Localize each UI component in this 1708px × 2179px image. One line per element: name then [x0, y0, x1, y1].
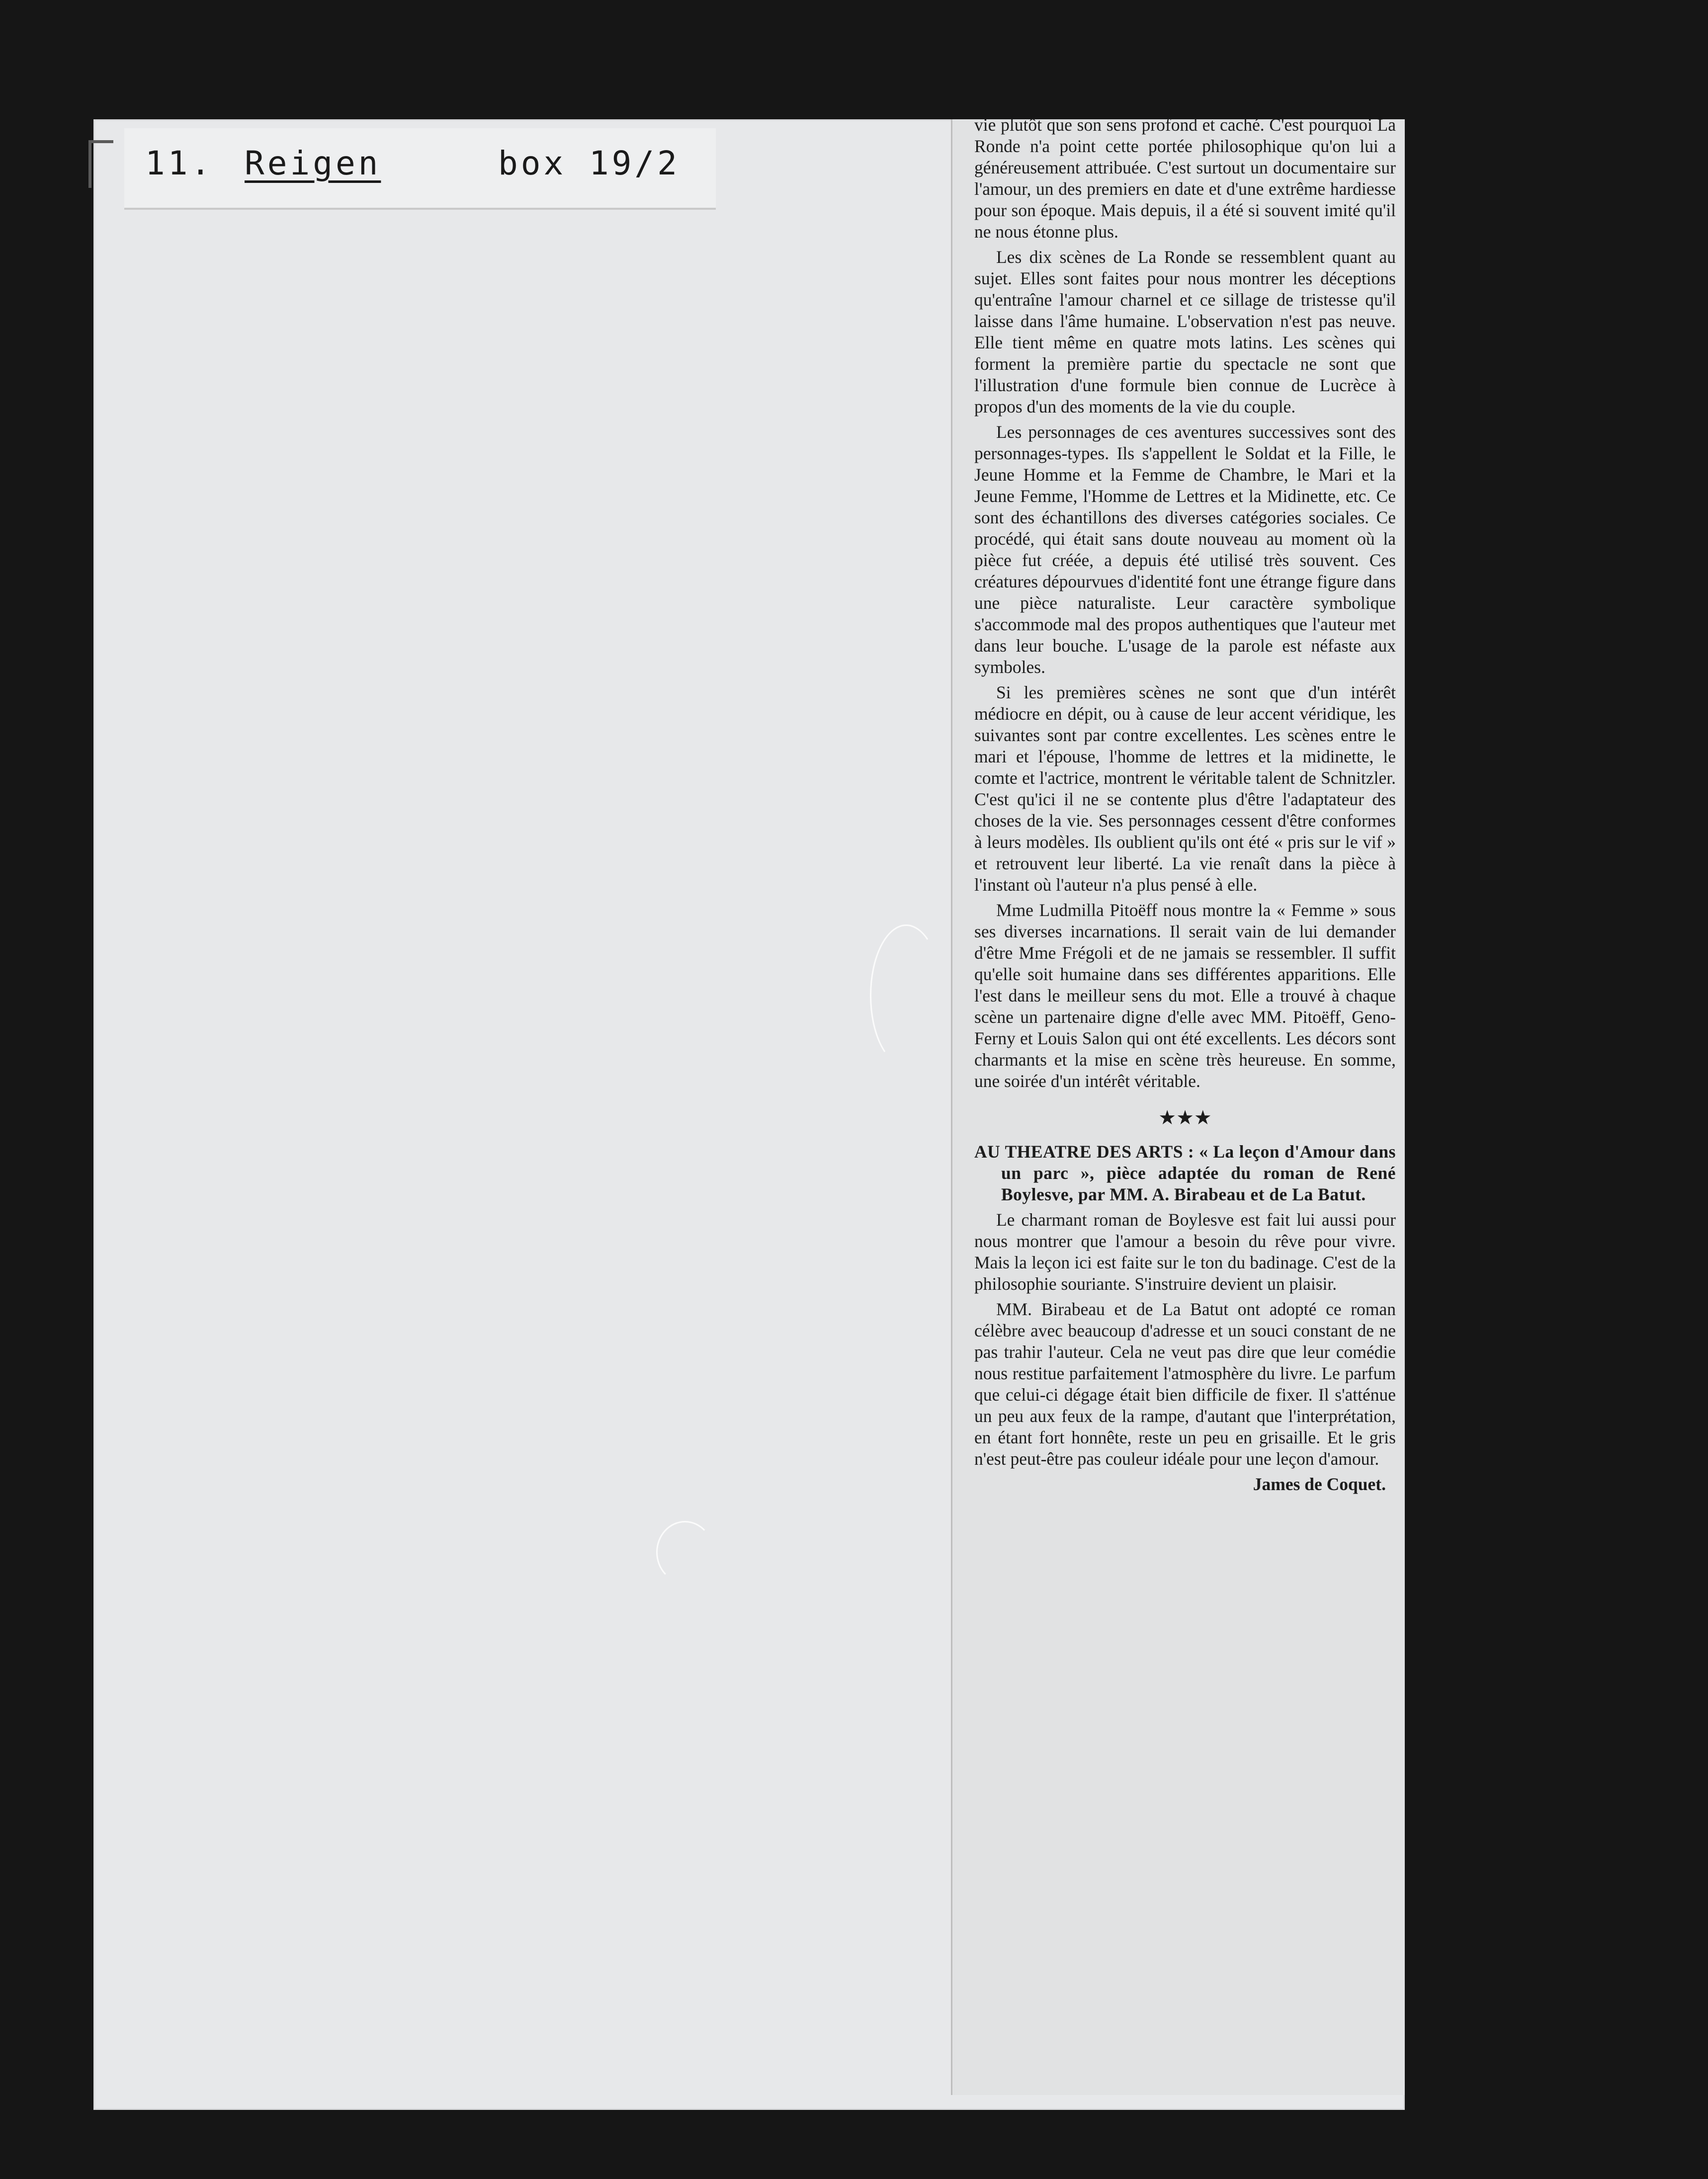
corner-bracket-mark [88, 140, 113, 188]
article-paragraph: Le charmant roman de Boylesve est fait lui aussi pour nous montrer que l'amour a besoin du rêve pour vivre. Mais la leçon ici est faite sur le ton du badinage. C'est de la philosophie souriante. S'instruire devient un plaisir. [974, 1210, 1396, 1294]
label-number: 11. [145, 144, 214, 182]
article-paragraph: Mme Ludmilla Pitoëff nous montre la « Femme » sous ses diverses incarnations. Il serait vain de lui demander d'être Mme Frégoli et de ne jamais se ressembler. Il suffit qu'elle soit humaine dans ses différentes apparitions. Elle l'est dans le meilleur sens du mot. Elle a trouvé à chaque scène un partenaire digne d'elle avec MM. Pitoëff, Geno-Ferny et Louis Salon qui ont été excellents. Les décors sont charmants et la mise en scène très heureuse. En somme, une soirée d'un intérêt véritable. [974, 900, 1396, 1091]
label-title: Reigen [245, 144, 381, 182]
label-box-number: box 19/2 [498, 144, 680, 182]
review-heading: AU THEATRE DES ARTS : « La leçon d'Amour dans un parc », pièce adaptée du roman de René Boylesve, par MM. A. Birabeau et de La Batut. [974, 1142, 1396, 1204]
article-paragraph: Les dix scènes de La Ronde se ressemblent quant au sujet. Elles sont faites pour nous montrer les déceptions qu'entraîne l'amour charnel et ce sillage de tristesse qu'il laisse dans l'âme humaine. L'observation n'est pas neuve. Elle tient même en quatre mots latins. Les scènes qui forment la première partie du spectacle ne sont que l'illustration d'une formule bien connue de Lucrèce à propos d'un des moments de la vie du couple. [974, 247, 1396, 417]
article-paragraph: vie plutôt que son sens profond et caché. C'est pourquoi La Ronde n'a point cette portée philosophique qu'on lui a généreusement attribuée. C'est surtout un documentaire sur l'amour, un des premiers en date et d'une extrême hardiesse pour son époque. Mais depuis, il a été si souvent imité qu'il ne nous étonne plus. [974, 115, 1396, 242]
author-signature: James de Coquet. [1253, 1474, 1386, 1494]
article-paragraph: MM. Birabeau et de La Batut ont adopté ce roman célèbre avec beaucoup d'adresse et un souci constant de ne pas trahir l'auteur. Cela ne veut pas dire que leur comédie nous restitue parfaitement l'atmosphère du livre. Le parfum que celui-ci dégage était bien difficile de fixer. Il s'atténue un peu aux feux de la rampe, d'autant que l'interprétation, en étant fort honnête, reste un peu en grisaille. Et le gris n'est peut-être pas couleur idéale pour une leçon d'amour. [974, 1299, 1396, 1469]
section-divider-stars: ★★★ [1158, 1106, 1212, 1129]
scratch-mark [656, 1521, 714, 1584]
scratch-mark [870, 924, 942, 1067]
article-paragraph: Si les premières scènes ne sont que d'un intérêt médiocre en dépit, ou à cause de leur accent véridique, les suivantes sont par contre excellentes. Les scènes entre le mari et l'épouse, l'homme de lettres et la midinette, le comte et l'actrice, montrent le véritable talent de Schnitzler. C'est qu'ici il ne se contente plus d'être l'adaptateur des choses de la vie. Ses personnages cessent d'être conformes à leurs modèles. Ils oublient qu'ils ont été « pris sur le vif » et retrouvent leur liberté. La vie renaît dans la pièce à l'instant où l'auteur n'a plus pensé à elle. [974, 682, 1396, 895]
article-column [974, 114, 1396, 1495]
article-paragraph: Les personnages de ces aventures successives sont des personnages-types. Ils s'appellent le Soldat et la Fille, le Jeune Homme et la Femme de Chambre, le Mari et la Jeune Femme, l'Homme de Lettres et la Midinette, etc. Ce sont des échantillons des diverses catégories sociales. Ce procédé, qui était sans doute nouveau au moment où la pièce fut créée, a depuis été utilisé très souvent. Ces créatures dépourvues d'identité font une étrange figure dans une pièce naturaliste. Leur caractère symbolique s'accommode mal des propos authentiques que l'auteur met dans leur bouche. L'usage de la parole est néfaste aux symboles. [974, 422, 1396, 677]
